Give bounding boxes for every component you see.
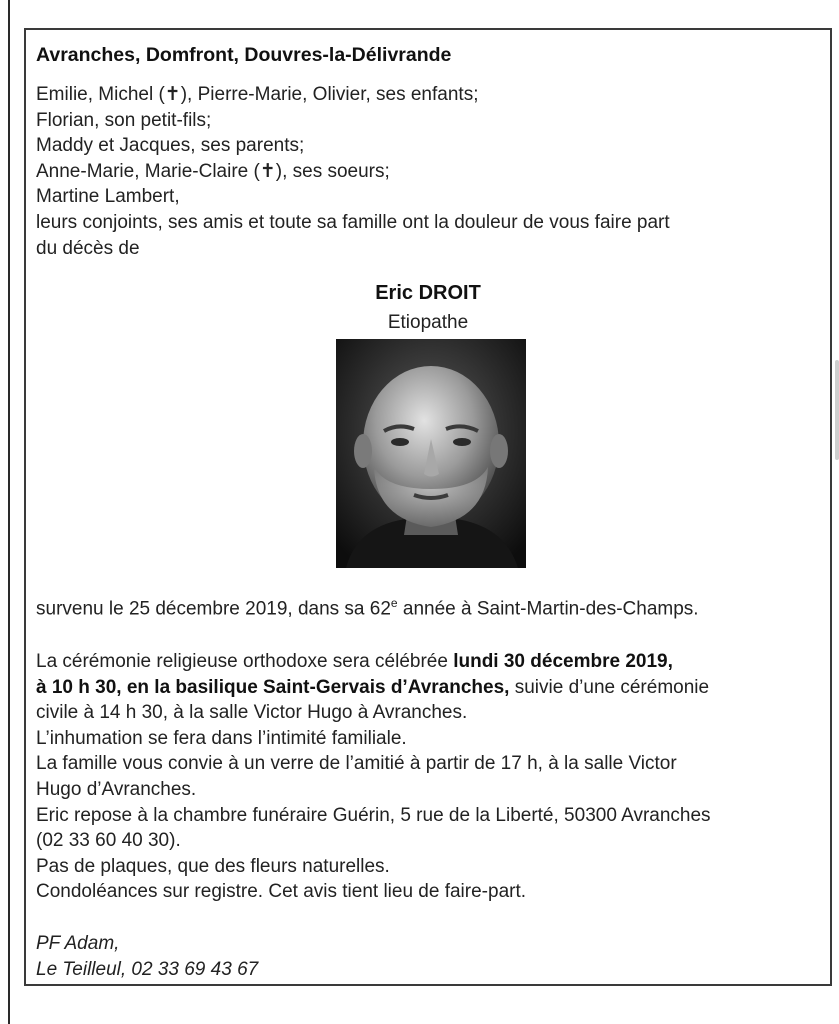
obituary-notice bbox=[24, 28, 832, 986]
family-line: Florian, son petit-fils; bbox=[36, 109, 212, 131]
ceremony-line: civile à 14 h 30, à la salle Victor Hugo à Avranches. bbox=[36, 702, 468, 724]
funeral-home-name: PF Adam, bbox=[36, 933, 120, 954]
funeral-home bbox=[36, 931, 258, 982]
deceased-name: Eric DROIT bbox=[375, 282, 481, 304]
family-line: Martine Lambert, bbox=[36, 186, 180, 208]
family-line: leurs conjoints, ses amis et toute sa famille ont la douleur de vous faire part bbox=[36, 211, 670, 233]
ceremony-line bbox=[36, 675, 826, 701]
ceremony-time-location: à 10 h 30, en la basilique Saint-Gervais d’Avranches, bbox=[36, 676, 510, 698]
ceremony-date: lundi 30 décembre 2019, bbox=[453, 651, 673, 672]
deceased-portrait-photo bbox=[336, 339, 526, 568]
notice-heading: Avranches, Domfront, Douvres-la-Délivrande bbox=[36, 44, 452, 66]
ceremony-line: Condoléances sur registre. Cet avis tient lieu de faire-part. bbox=[36, 881, 527, 903]
ceremony-details bbox=[36, 649, 826, 905]
portrait-illustration bbox=[336, 339, 526, 568]
family-line: du décès de bbox=[36, 237, 140, 259]
deceased-profession: Etiopathe bbox=[387, 312, 469, 333]
page-left-rule bbox=[8, 0, 10, 1024]
scroll-indicator[interactable] bbox=[835, 360, 839, 460]
family-line: Emilie, Michel (✝), Pierre-Marie, Olivier, ses enfants; bbox=[36, 84, 479, 105]
ceremony-continuation: suivie d’une cérémonie bbox=[509, 676, 710, 698]
family-line: Maddy et Jacques, ses parents; bbox=[36, 135, 305, 157]
family-announcement bbox=[36, 82, 826, 261]
ceremony-line: Pas de plaques, que des fleurs naturelles. bbox=[36, 855, 390, 877]
ceremony-line: La famille vous convie à un verre de l’amitié à partir de 17 h, à la salle Victor bbox=[36, 753, 677, 775]
ceremony-line: Hugo d’Avranches. bbox=[36, 778, 197, 800]
ceremony-line bbox=[36, 649, 826, 675]
death-text-before: survenu le 25 décembre 2019, dans sa 62 bbox=[36, 598, 391, 620]
family-line: Anne-Marie, Marie-Claire (✝), ses soeurs; bbox=[36, 160, 390, 182]
ceremony-line: Eric repose à la chambre funéraire Guérin, 5 rue de la Liberté, 50300 Avranches bbox=[36, 804, 711, 826]
death-statement bbox=[36, 596, 699, 620]
death-ordinal-superscript: e bbox=[390, 596, 398, 610]
ceremony-line: L’inhumation se fera dans l’intimité familiale. bbox=[36, 727, 407, 749]
ceremony-line: (02 33 60 40 30). bbox=[36, 830, 181, 852]
death-text-after: année à Saint-Martin-des-Champs. bbox=[397, 598, 699, 620]
ceremony-intro: La cérémonie religieuse orthodoxe sera célébrée bbox=[36, 651, 454, 672]
funeral-home-address: Le Teilleul, 02 33 69 43 67 bbox=[36, 958, 259, 980]
